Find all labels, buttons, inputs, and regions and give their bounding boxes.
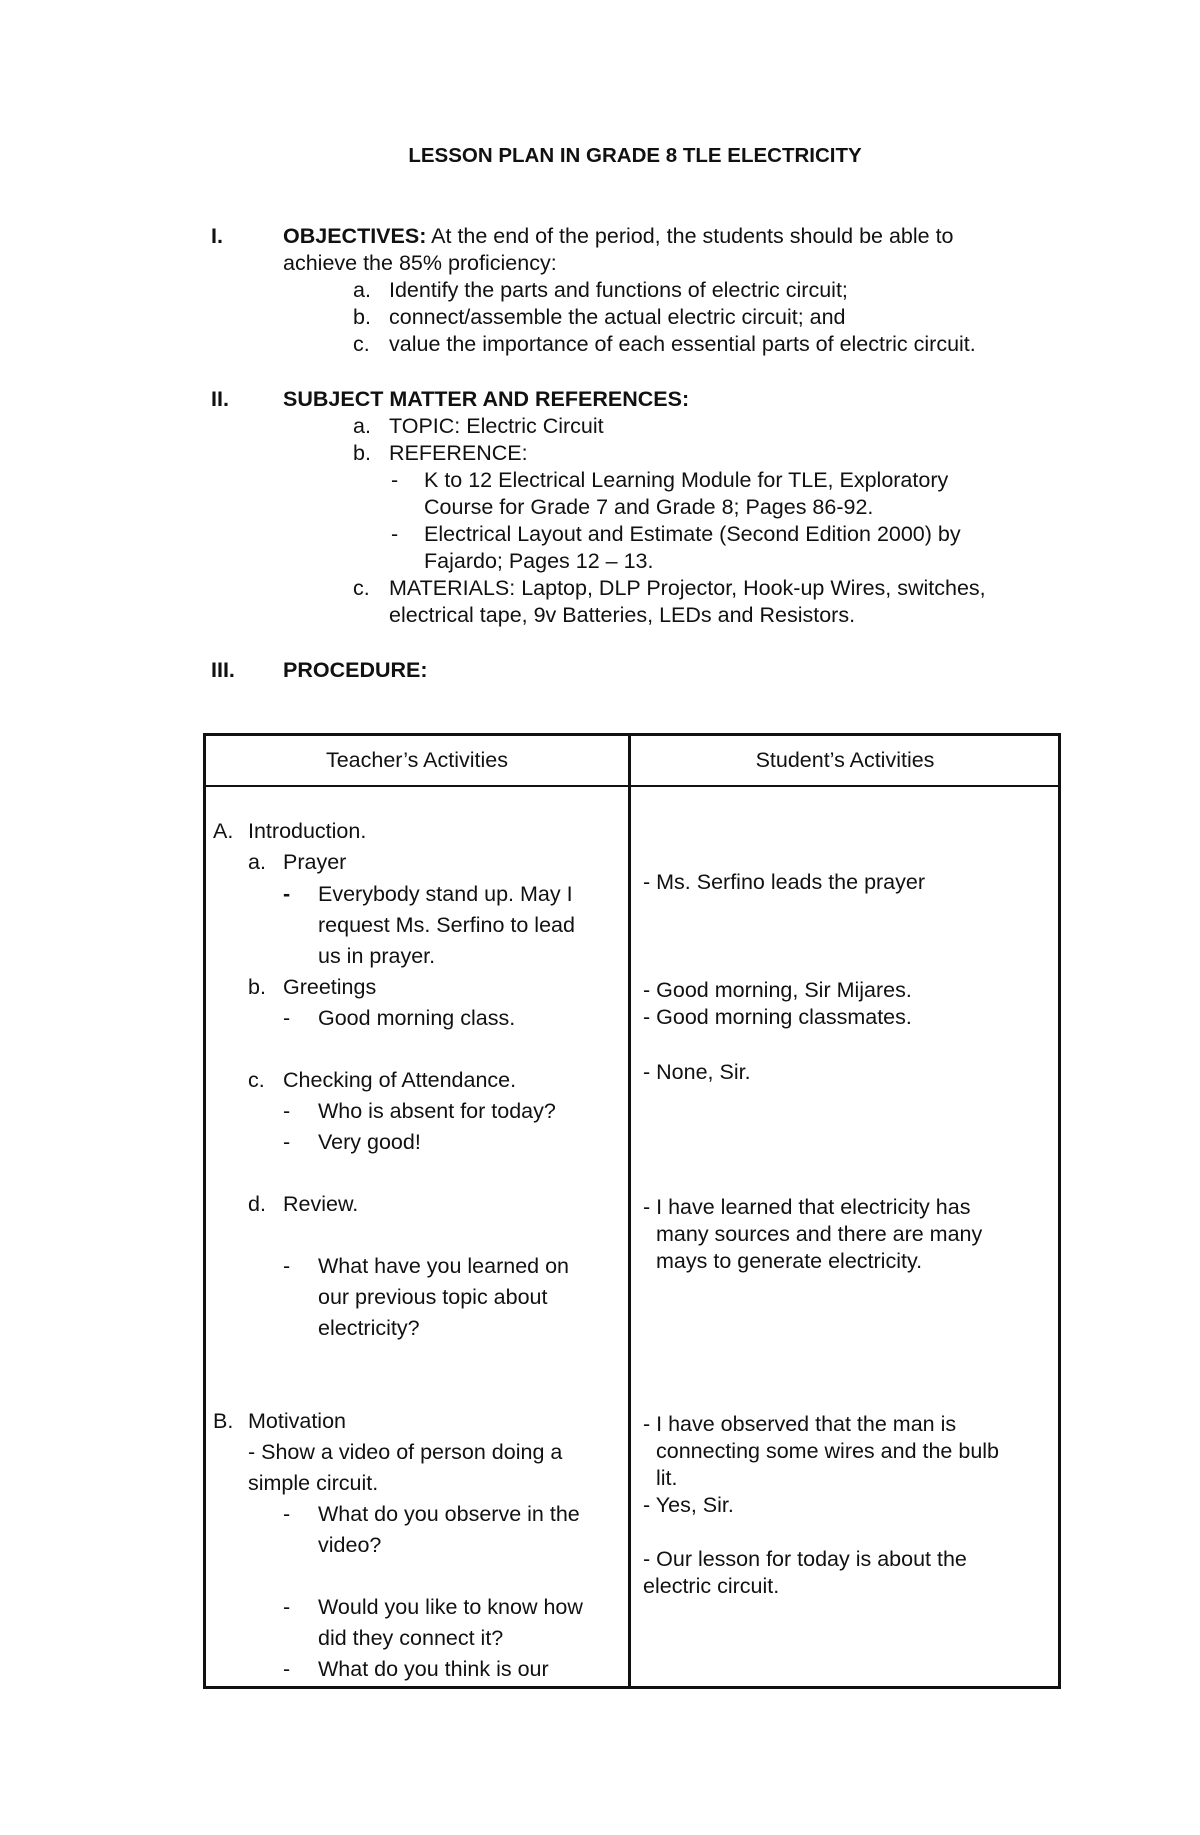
teacher-line: Checking of Attendance. [283,1068,517,1092]
teacher-line: c. [248,1068,265,1092]
teacher-line: electricity? [318,1316,420,1340]
student-line: - Good morning, Sir Mijares. [643,978,912,1002]
materials-text-cont: electrical tape, 9v Batteries, LEDs and Resistors. [389,603,856,627]
teacher-line: Prayer [283,850,347,874]
student-line: - None, Sir. [643,1060,751,1084]
objectives-intro-cont: achieve the 85% proficiency: [283,251,557,275]
reference-item: Electrical Layout and Estimate (Second Edition 2000) by [424,522,961,546]
teacher-line: Very good! [318,1130,421,1154]
section-numeral: II. [211,387,229,411]
objectives-intro-text: At the end of the period, the students should be able to [426,224,954,248]
reference-label: REFERENCE: [389,441,528,465]
teacher-line: Introduction. [248,819,367,843]
teacher-line: video? [318,1533,382,1557]
teacher-line: - [283,1006,291,1030]
student-line: - Yes, Sir. [643,1493,734,1517]
list-letter: a. [353,278,371,302]
teacher-line: Who is absent for today? [318,1099,556,1123]
teacher-line: - [283,1502,291,1526]
teacher-line: What do you think is our [318,1657,549,1681]
teacher-line: Review. [283,1192,359,1216]
teacher-line: b. [248,975,266,999]
teacher-line: Greetings [283,975,377,999]
teacher-line: - Show a video of person doing a [248,1440,563,1464]
teacher-line: - [283,1130,291,1154]
objectives-heading: OBJECTIVES: [283,224,427,248]
document-title: LESSON PLAN IN GRADE 8 TLE ELECTRICITY [408,144,862,167]
student-line: - Ms. Serfino leads the prayer [643,870,926,894]
student-line: many sources and there are many [656,1222,983,1246]
list-letter: a. [353,414,371,438]
teacher-line: - [283,1254,291,1278]
teacher-line: did they connect it? [318,1626,504,1650]
teacher-line: request Ms. Serfino to lead [318,913,575,937]
section-numeral: III. [211,658,235,682]
student-line: mays to generate electricity. [656,1249,923,1273]
list-dash: - [391,468,399,492]
student-line: lit. [656,1466,678,1490]
teacher-line: - [283,1657,291,1681]
objectives-intro [283,226,954,248]
table-header-divider [203,785,1061,787]
student-line: - I have learned that electricity has [643,1195,971,1219]
teacher-line: Motivation [248,1409,346,1433]
teacher-line: A. [213,819,234,843]
teacher-line: Good morning class. [318,1006,516,1030]
teacher-line: - [283,1595,291,1619]
list-letter: b. [353,305,371,329]
list-letter: c. [353,576,370,600]
teacher-line: a. [248,850,266,874]
topic-text: TOPIC: Electric Circuit [389,414,604,438]
student-activities-header: Student’s Activities [755,748,935,772]
procedure-heading: PROCEDURE: [283,658,428,682]
objective-item: value the importance of each essential parts of electric circuit. [389,332,976,356]
teacher-line: d. [248,1192,266,1216]
student-line: electric circuit. [643,1574,780,1598]
teacher-line: - [283,1099,291,1123]
section-numeral: I. [211,224,223,248]
teacher-line: us in prayer. [318,944,436,968]
teacher-line: Would you like to know how [318,1595,583,1619]
reference-item-cont: Fajardo; Pages 12 – 13. [424,549,654,573]
teacher-line: Everybody stand up. May I [318,882,573,906]
reference-item-cont: Course for Grade 7 and Grade 8; Pages 86-92. [424,495,874,519]
materials-text: MATERIALS: Laptop, DLP Projector, Hook-up Wires, switches, [389,576,986,600]
student-line: - Our lesson for today is about the [643,1547,967,1571]
subject-heading: SUBJECT MATTER AND REFERENCES: [283,387,690,411]
table-column-divider [628,733,631,1689]
teacher-line: our previous topic about [318,1285,548,1309]
teacher-line: What do you observe in the [318,1502,580,1526]
objective-item: connect/assemble the actual electric circuit; and [389,305,846,329]
list-letter: b. [353,441,371,465]
list-letter: c. [353,332,370,356]
teacher-line: simple circuit. [248,1471,379,1495]
student-line: connecting some wires and the bulb [656,1439,1000,1463]
student-line: - I have observed that the man is [643,1412,957,1436]
teacher-line: - [283,882,291,906]
teacher-line: What have you learned on [318,1254,569,1278]
student-line: - Good morning classmates. [643,1005,912,1029]
reference-item: K to 12 Electrical Learning Module for TLE, Exploratory [424,468,949,492]
list-dash: - [391,522,399,546]
teacher-activities-header: Teacher’s Activities [325,748,509,772]
objective-item: Identify the parts and functions of electric circuit; [389,278,848,302]
teacher-line: B. [213,1409,234,1433]
